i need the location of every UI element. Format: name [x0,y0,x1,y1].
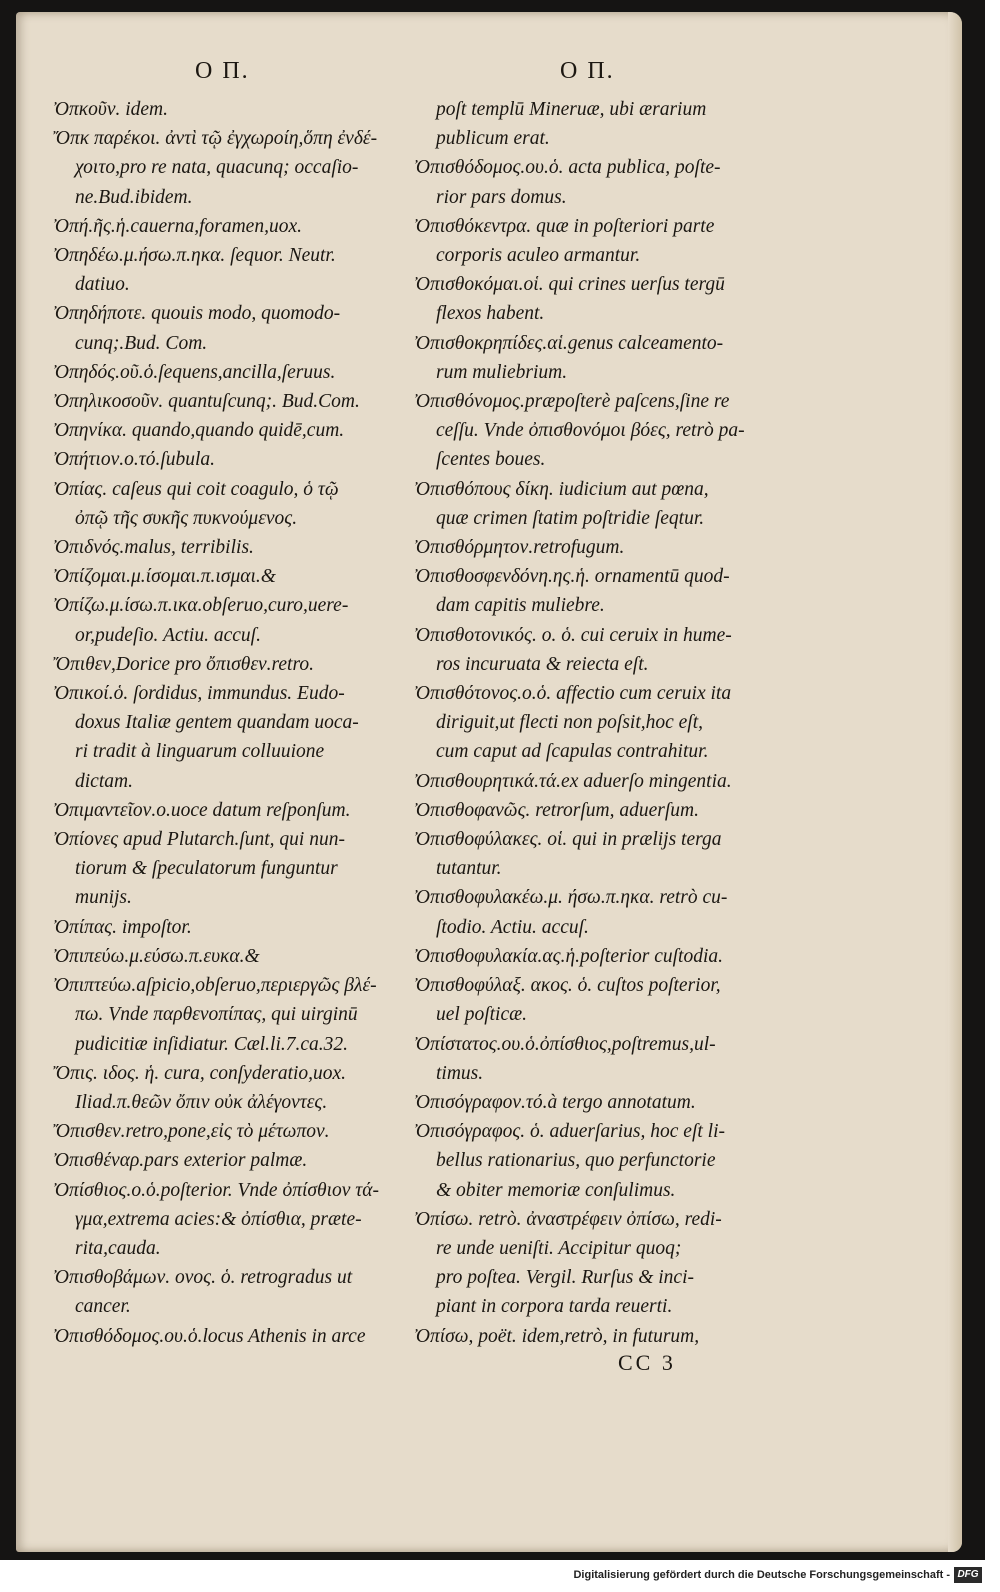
entry-continuation-line: cunq;.Bud. Com. [75,332,208,354]
entry-continuation-line: ne.Bud.ibidem. [75,186,193,208]
dictionary-entry-line: Ὀπίπας. impoſtor. [53,916,192,938]
dictionary-entry-line: Ὀπισθόκεντρα. quæ in poſteriori parte [414,215,715,237]
dictionary-entry-line: Ὀπκοῦν. idem. [53,99,169,120]
entry-continuation-line: dam capitis muliebre. [436,595,605,617]
dictionary-entry-line: Ὀπίσθιος.ο.ὁ.poſterior. Vnde ὀπίσθιον τά- [53,1179,379,1201]
dictionary-entry-line: Ὄπισθεν.retro,pone,εἰς τὸ μέτωπον. [53,1121,330,1143]
dictionary-entry-line: Ὀπισθοκόμαι.οἱ. qui crines uerſus tergū [414,274,725,296]
entry-continuation-line: ſtodio. Actiu. accuſ. [436,916,589,938]
entry-continuation-line: & obiter memoriæ conſulimus. [436,1179,676,1201]
dictionary-entry-line: Ὀπισθοφυλακέω.μ. ήσω.π.ηκα. retrò cu- [414,887,728,909]
entry-continuation-line: ros incuruata & reiecta eſt. [436,653,649,675]
left-column [53,95,408,1351]
entry-continuation-line: ſcentes boues. [436,449,546,471]
entry-continuation-line: rior pars domus. [436,186,567,208]
dictionary-entry-line: Ὀπίζομαι.μ.ίσομαι.π.ισμαι.& [53,566,276,588]
dictionary-entry-line: Ὀπισθοφύλακες. οἱ. qui in prælijs terga [414,829,722,851]
running-head-left: O Π. [195,58,250,84]
entry-continuation-line: γμα,extrema acies:& ὀπίσθια, præte- [75,1208,362,1230]
dictionary-entry-line: Ὀπίζω.μ.ίσω.π.ικα.obſeruo,curo,uere- [53,595,349,617]
dictionary-entry-line: Ὀπισθόπους δίκη. iudicium aut pœna, [414,478,709,500]
footer-credit: Digitalisierung gefördert durch die Deutsche Forschungsgemeinschaft - [573,1569,950,1581]
dictionary-entry-line: Ὄπις. ιδος. ἡ. cura, conſyderatio,uox. [53,1062,347,1084]
entry-continuation-line: timus. [436,1062,484,1084]
entry-continuation-line: pro poſtea. Vergil. Rurſus & inci- [436,1267,694,1289]
entry-continuation-line: piant in corpora tarda reuerti. [436,1296,673,1318]
entry-continuation-line: pudicitiæ inſidiatur. Cæl.li.7.ca.32. [75,1033,349,1055]
page-edge [948,12,962,1552]
dictionary-entry-line: Ὀπισθοφύλαξ. ακος. ὁ. cuſtos poſterior, [414,975,721,997]
entry-continuation-line: publicum erat. [436,128,550,150]
digitization-footer [0,1560,1000,1592]
dictionary-entry-line: Ὀπισθόδομος.ου.ὁ. acta publica, poſte- [414,157,721,179]
dictionary-entry-line: Ὀπισθοσφενδόνη.ης.ἡ. ornamentū quod- [414,566,730,588]
entry-continuation-line: cancer. [75,1296,131,1318]
dictionary-entry-line: Ὀπιδνός.malus, terribilis. [53,537,254,559]
dictionary-entry-line: Ὀπίονες apud Plutarch.ſunt, qui nun- [53,829,345,851]
dictionary-entry-line: Ὀπισόγραφος. ὁ. aduerſarius, hoc eſt li- [414,1121,726,1143]
running-head-right: O Π. [560,58,615,84]
dictionary-entry-line: Ὀπηδέω.μ.ήσω.π.ηκα. ſequor. Neutr. [53,245,336,267]
dictionary-entry-line: Ὀπήτιον.ο.τό.ſubula. [53,449,216,471]
dictionary-entry-line: Ὀπισθόδομος.ου.ὁ.locus Athenis in arce [53,1325,366,1347]
dictionary-entry-line: Ὀπίσω, poët. idem,retrò, in futurum, [414,1325,700,1347]
entry-continuation-line: πω. Vnde παρθενοπίπας, qui uirginū [75,1004,358,1026]
entry-continuation-line: doxus Italiæ gentem quandam uoca- [75,712,359,734]
entry-continuation-line: diriguit,ut flecti non poſsit,hoc eſt, [436,712,704,734]
entry-continuation-line: tiorum & ſpeculatorum funguntur [75,858,338,880]
dictionary-entry-line: Ὀπίας. caſeus qui coit coagulo, ὁ τῷ [53,478,339,500]
entry-continuation-line: poſt templū Mineruæ, ubi ærarium [436,99,707,120]
dictionary-entry-line: Ὀπιπεύω.μ.εύσω.π.ευκα.& [53,945,260,967]
entry-continuation-line: or,pudeſio. Actiu. accuſ. [75,624,261,646]
entry-continuation-line: munijs. [75,887,132,909]
dictionary-entry-line: Ὀπίστατος.ου.ὁ.ὀπίσθιος,poſtremus,ul- [414,1033,716,1055]
dictionary-entry-line: Ὀπισθόνομος.præpoſterè paſcens,ſine re [414,391,730,413]
dictionary-entry-line: Ὀπίσω. retrò. ἀναστρέφειν ὀπίσω, redi- [414,1208,722,1230]
entry-continuation-line: rum muliebrium. [436,361,568,383]
dictionary-entry-line: Ὀπιμαντεῖον.ο.uoce datum reſponſum. [53,799,351,821]
dictionary-entry-line: Ὀπηνίκα. quando,quando quidē,cum. [53,420,345,442]
right-column [414,95,764,1351]
dictionary-entry-line: Ὀπή.ῆς.ἡ.cauerna,foramen,uox. [53,215,302,237]
dictionary-entry-line: Ὀπηδός.οῦ.ὁ.ſequens,ancilla,ſeruus. [53,361,336,383]
dictionary-entry-line: Ὀπηλικοσοῦν. quantuſcunq;. Bud.Com. [53,391,360,413]
entry-continuation-line: dictam. [75,770,133,792]
entry-continuation-line: ὀπῷ τῆς συκῆς πυκνούμενος. [75,507,298,529]
entry-continuation-line: ri tradit à linguarum colluuione [75,741,325,763]
dictionary-entry-line: Ὀπισθοφυλακία.ας.ἡ.poſterior cuſtodia. [414,945,723,967]
dictionary-entry-line: Ὀπισθουρητικά.τά.ex aduerſo mingentia. [414,770,732,792]
entry-continuation-line: Iliad.π.θεῶν ὄπιν οὐκ ἀλέγοντες. [75,1091,328,1113]
entry-continuation-line: bellus rationarius, quo perfunctorie [436,1150,716,1172]
entry-continuation-line: χοιτο,pro re nata, quacunq; occaſio- [75,157,359,179]
signature-mark: CC 3 [618,1350,676,1375]
entry-continuation-line: re unde ueniſti. Accipitur quoq; [436,1237,682,1259]
entry-continuation-line: rita,cauda. [75,1237,161,1259]
dictionary-entry-line: Ὄπκ παρέκοι. ἀντὶ τῷ ἐγχωροίη,ὅπη ἐνδέ- [53,128,378,150]
dictionary-entry-line: Ὀπισθοβάμων. ονος. ὁ. retrogradus ut [53,1267,353,1289]
entry-continuation-line: corporis aculeo armantur. [436,245,641,267]
dictionary-entry-line: Ὄπιθεν,Dorice pro ὄπισθεν.retro. [53,653,314,675]
dictionary-entry-line: Ὀπικοί.ὁ. ſordidus, immundus. Eudo- [53,683,345,705]
entry-continuation-line: ceſſu. Vnde ὀπισθονόμοι βόες, retrò pa- [436,420,745,442]
entry-continuation-line: cum caput ad ſcapulas contrahitur. [436,741,709,763]
entry-continuation-line: flexos habent. [436,303,545,325]
entry-continuation-line: uel poſticæ. [436,1004,527,1026]
dictionary-entry-line: Ὀπισθοφανῶς. retrorſum, aduerſum. [414,799,699,821]
entry-continuation-line: tutantur. [436,858,502,880]
entry-continuation-line: datiuo. [75,274,130,296]
dictionary-entry-line: Ὀπισθόρμητον.retrofugum. [414,537,625,559]
dfg-logo: DFG [954,1567,982,1583]
dictionary-entry-line: Ὀπισθότονος.ο.ὁ. affectio cum ceruix ita [414,683,732,705]
dictionary-entry-line: Ὀπιπτεύω.aſpicio,obſeruo,περιεργῶς βλέ- [53,975,377,997]
dictionary-entry-line: Ὀπισθοκρηπίδες.αἱ.genus calceamento- [414,332,724,354]
dictionary-entry-line: Ὀπηδήποτε. quouis modo, quomodo- [53,303,341,325]
dictionary-entry-line: Ὀπισόγραφον.τό.à tergo annotatum. [414,1091,696,1113]
dictionary-entry-line: Ὀπισθοτονικός. ο. ὁ. cui ceruix in hume- [414,624,732,646]
entry-continuation-line: quæ crimen ſtatim poſtridie ſeqtur. [436,507,705,529]
dictionary-entry-line: Ὀπισθέναρ.pars exterior palmæ. [53,1150,308,1172]
